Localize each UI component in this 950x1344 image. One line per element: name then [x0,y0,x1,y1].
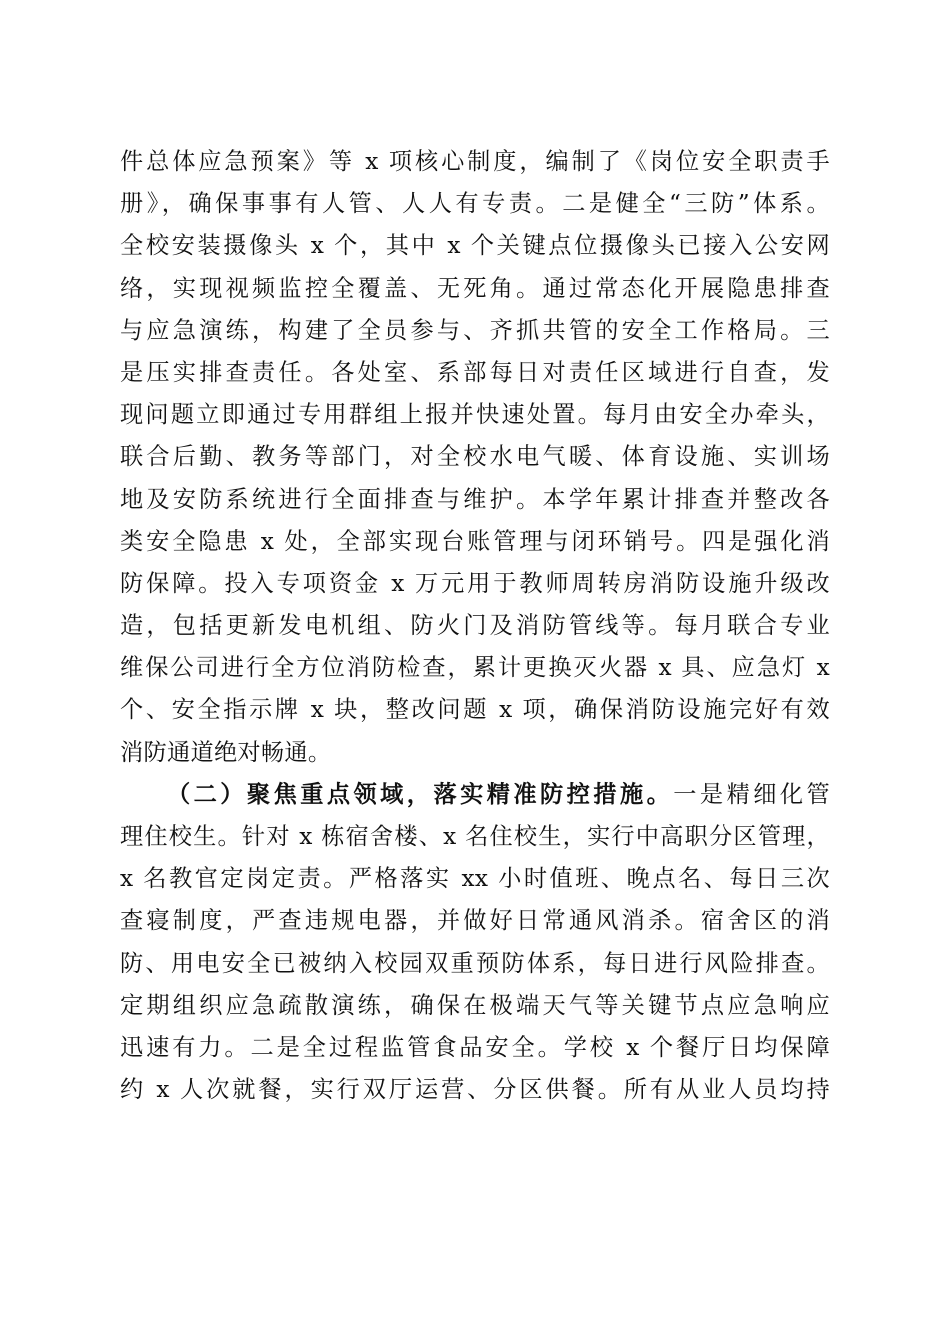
paragraph-2-line-5: 防、用电安全已被纳入校园双重预防体系，每日进行风险排查。 [120,949,830,977]
paragraph-1-line-5: 与应急演练，构建了全员参与、齐抓共管的安全工作格局。三 [120,316,830,344]
paragraph-1-line-15: 消防通道绝对畅通。 [120,738,332,766]
paragraph-1-line-14: 个、安全指示牌 x 块，整改问题 x 项，确保消防设施完好有效 [120,696,830,724]
paragraph-1-line-11: 防保障。投入专项资金 x 万元用于教师周转房消防设施升级改 [120,569,830,597]
paragraph-2-line-2: 理住校生。针对 x 栋宿舍楼、x 名住校生，实行中高职分区管理， [120,823,830,850]
paragraph-1-line-8: 联合后勤、教务等部门，对全校水电气暖、体育设施、实训场 [120,443,830,471]
paragraph-1-line-13: 维保公司进行全方位消防检查，累计更换灭火器 x 具、应急灯 x [120,654,830,682]
paragraph-1-line-7: 现问题立即通过专用群组上报并快速处置。每月由安全办牵头， [120,401,830,429]
body-text [120,141,830,1111]
paragraph-2-line-4: 查寝制度，严查违规电器，并做好日常通风消杀。宿舍区的消 [120,907,830,935]
paragraph-2-first-line-rest: 一是精细化管 [673,780,830,808]
paragraph-2-line-6: 定期组织应急疏散演练，确保在极端天气等关键节点应急响应 [120,991,830,1019]
paragraph-2-line-3: x 名教官定岗定责。严格落实 xx 小时值班、晚点名、每日三次 [120,865,830,893]
paragraph-1-line-3: 全校安装摄像头 x 个，其中 x 个关键点位摄像头已接入公安网 [120,232,830,260]
paragraph-1-line-1: 件总体应急预案》等 x 项核心制度，编制了《岗位安全职责手 [120,148,830,175]
paragraph-2-line-7: 迅速有力。二是全过程监管食品安全。学校 x 个餐厅日均保障 [120,1033,830,1061]
paragraph-1-line-10: 类安全隐患 x 处，全部实现台账管理与闭环销号。四是强化消 [120,527,830,555]
paragraph-1-line-6: 是压实排查责任。各处室、系部每日对责任区域进行自查，发 [120,358,830,386]
section-heading: （二）聚焦重点领域，落实精准防控措施。 [167,780,674,808]
paragraph-2-first-line [120,774,830,816]
paragraph-2-line-8: 约 x 人次就餐，实行双厅运营、分区供餐。所有从业人员均持 [120,1076,830,1104]
paragraph-1-line-2: 册》，确保事事有人管、人人有专责。二是健全“三防”体系。 [120,190,830,218]
paragraph-1-line-12: 造，包括更新发电机组、防火门及消防管线等。每月联合专业 [120,612,830,640]
paragraph-1-line-9: 地及安防系统进行全面排查与维护。本学年累计排查并整改各 [120,485,830,513]
paragraph-1-line-4: 络，实现视频监控全覆盖、无死角。通过常态化开展隐患排查 [120,274,830,302]
